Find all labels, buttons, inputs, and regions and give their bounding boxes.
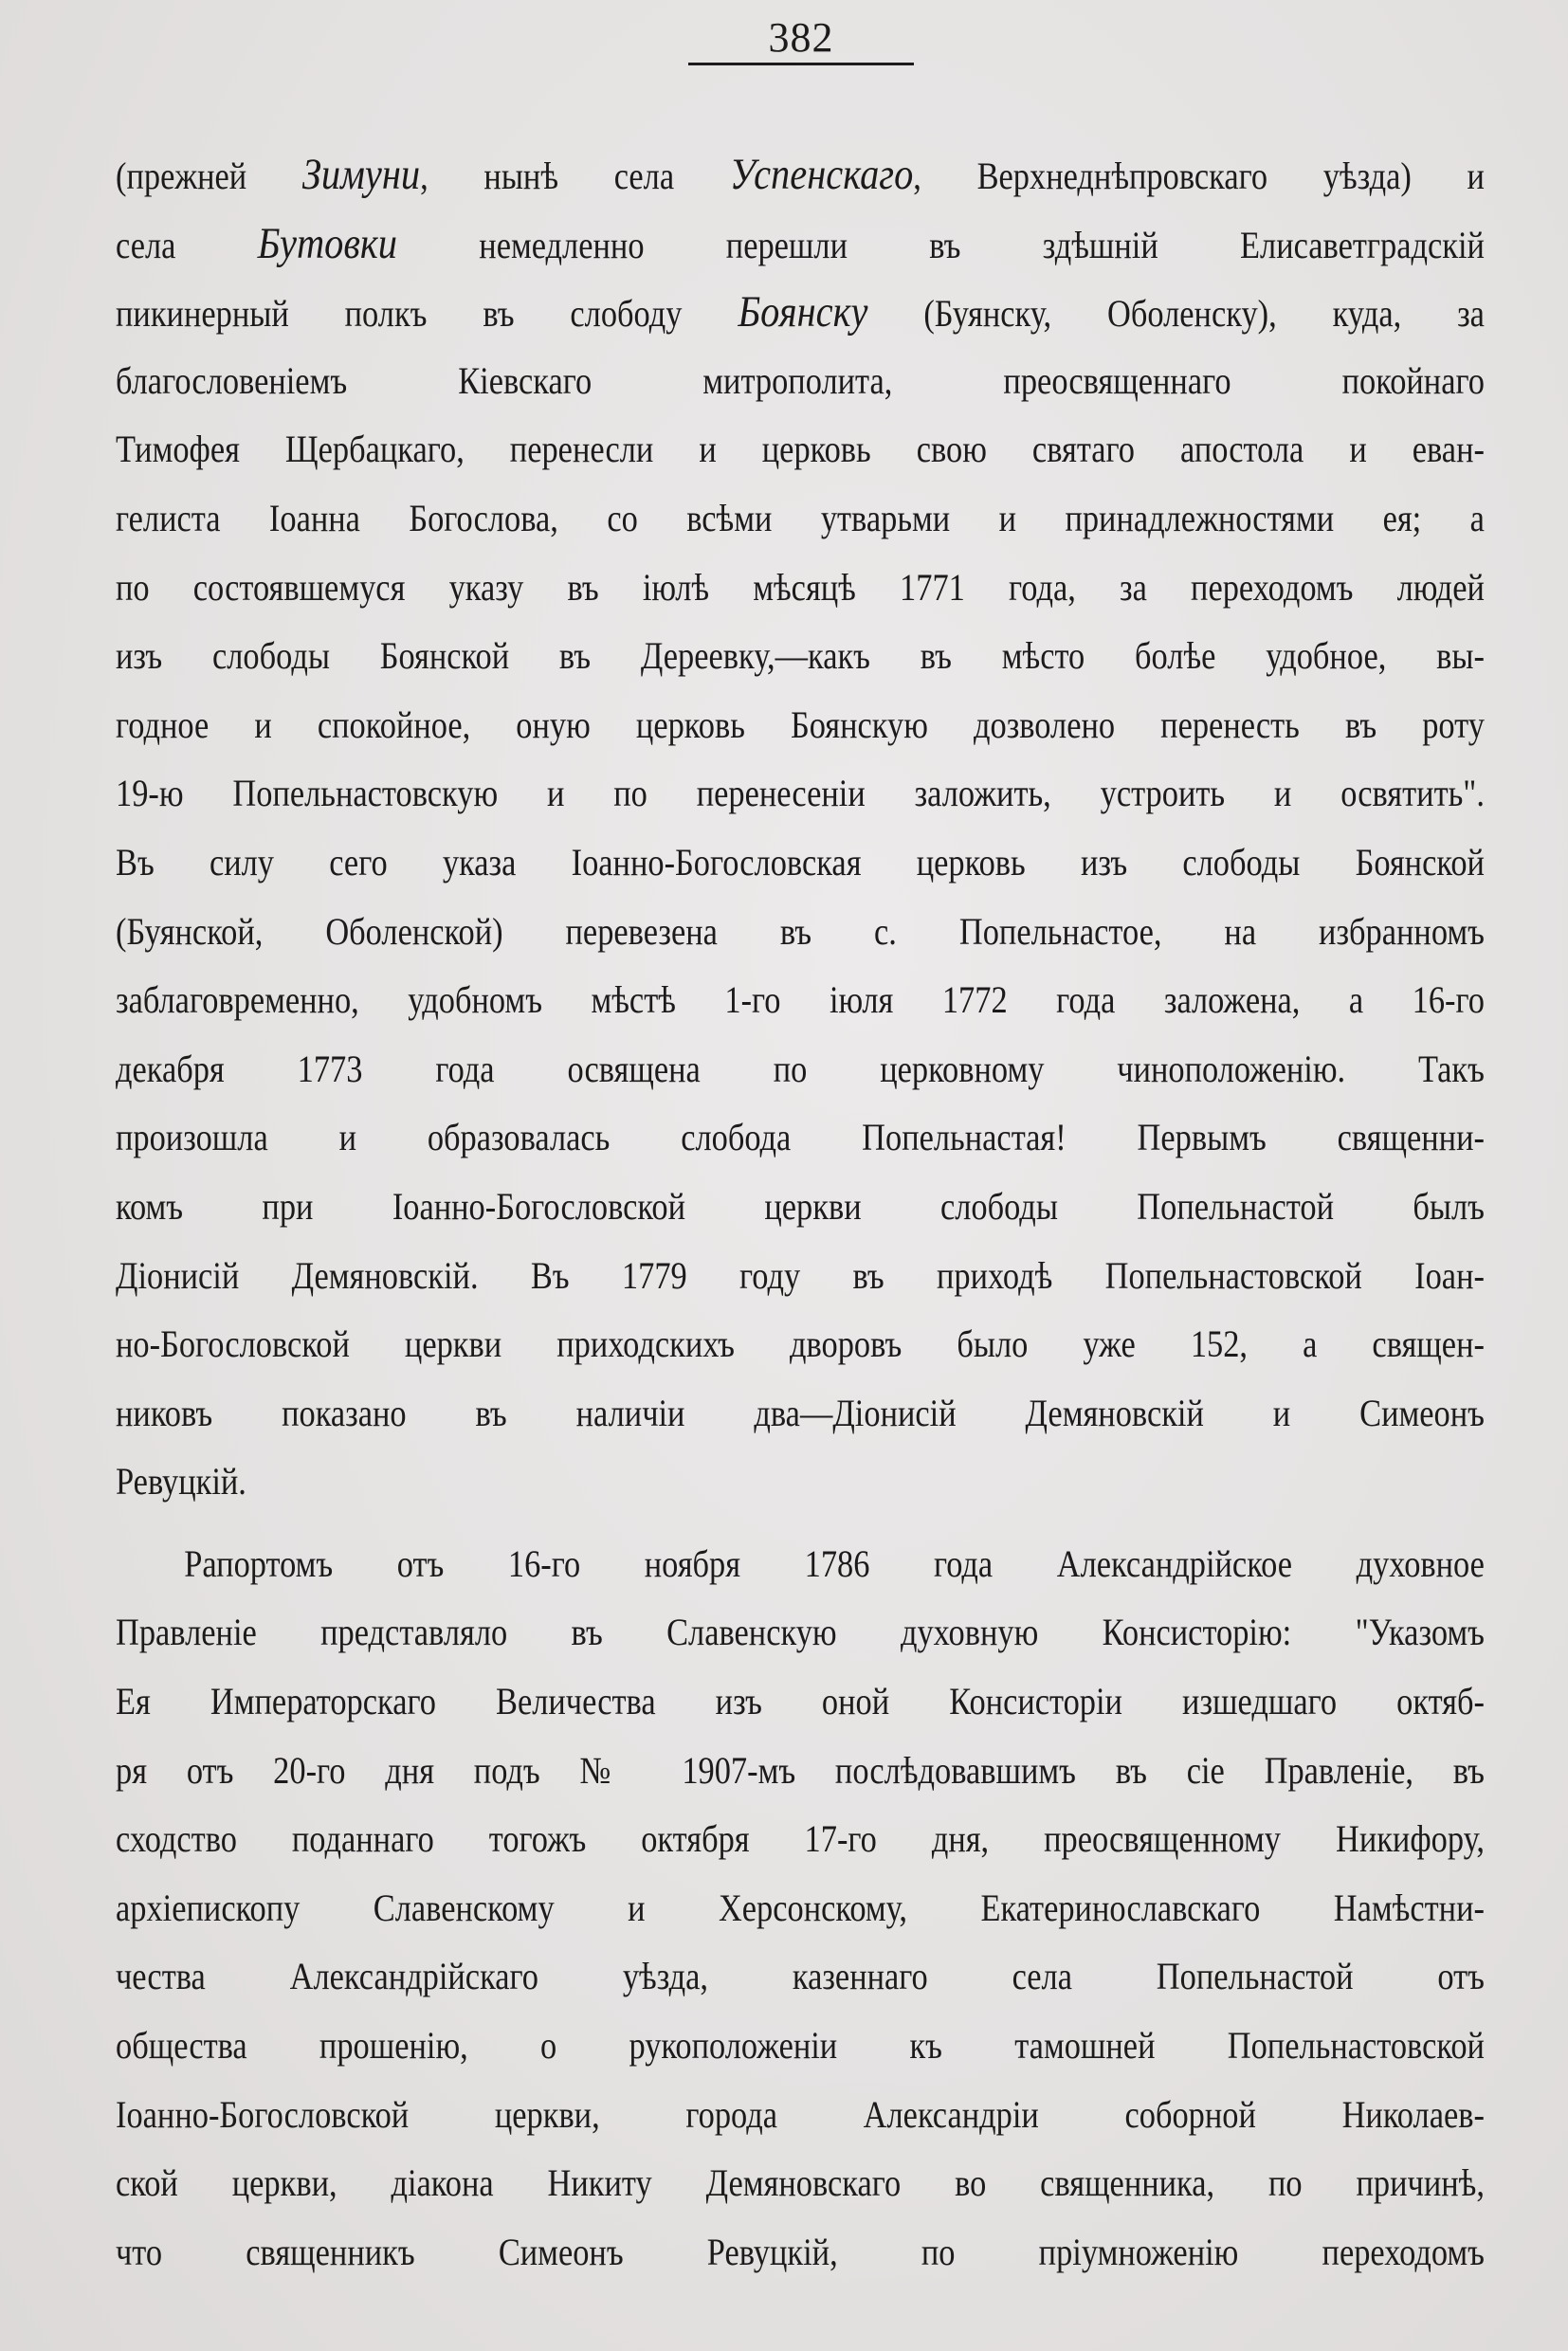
text-line bbox=[116, 355, 1485, 424]
text-segment: по состоявшемуся указу въ іюлѣ мѣсяцѣ 1771 года, за переходомъ людей bbox=[116, 565, 1485, 609]
text-segment: архіепископу Славенскому и Херсонскому, Екатеринославскаго Намѣстни- bbox=[116, 1886, 1485, 1929]
text-line bbox=[116, 699, 1485, 768]
text-segment: Тимофея Щербацкаго, перенесли и церковь свою святаго апостола и еван- bbox=[116, 428, 1485, 471]
text-segment: Въ силу сего указа Іоанно-Богословская церковь изъ слободы Боянской bbox=[116, 840, 1485, 884]
text-segment: годное и спокойное, оную церковь Боянскую дозволено перенесть въ роту bbox=[116, 702, 1485, 746]
text-segment: , нынѣ села bbox=[420, 155, 730, 197]
text-line bbox=[116, 905, 1485, 975]
text-segment: (прежней bbox=[116, 155, 302, 197]
text-line bbox=[116, 974, 1485, 1043]
text-line bbox=[116, 2226, 1485, 2295]
page-number: 382 bbox=[768, 14, 834, 61]
text-segment: благословеніемъ Кіевскаго митрополита, преосвященнаго покойнаго bbox=[116, 358, 1485, 402]
text-line bbox=[116, 1538, 1485, 1607]
text-segment: общества прошенію, о рукоположеніи къ тамошней Попельнастовской bbox=[116, 2024, 1485, 2068]
text-line bbox=[116, 423, 1485, 492]
text-line bbox=[116, 1606, 1485, 1675]
italic-place-name: Бутовки bbox=[257, 218, 398, 268]
text-segment: немедленно перешли въ здѣшній Елисаветградскій bbox=[397, 223, 1485, 266]
text-line bbox=[116, 1249, 1485, 1319]
text-line bbox=[116, 1744, 1485, 1813]
text-segment: Правленіе представляло въ Славенскую духовную Консисторію: "Указомъ bbox=[116, 1611, 1485, 1654]
text-segment: Ея Императорскаго Величества изъ оной Консисторіи изшедшаго октяб- bbox=[116, 1680, 1485, 1723]
italic-place-name: Боянску bbox=[738, 287, 868, 337]
text-line bbox=[116, 1318, 1485, 1387]
text-line bbox=[116, 1111, 1485, 1180]
text-segment: пикинерный полкъ въ слободу bbox=[116, 292, 738, 336]
italic-place-name: Успенскаго bbox=[729, 150, 914, 199]
text-line bbox=[116, 2157, 1485, 2226]
text-segment: гелиста Іоанна Богослова, со всѣми утварьми и принадлежностями ея; а bbox=[116, 496, 1485, 539]
text-segment: (Буянской, Оболенской) перевезена въ с. Попельнастое, на избранномъ bbox=[116, 909, 1485, 953]
text-line bbox=[116, 767, 1485, 836]
text-line bbox=[116, 1950, 1485, 2019]
body-text bbox=[116, 148, 1485, 2294]
text-segment: 19-ю Попельнастовскую и по перенесеніи заложить, устроить и освятить". bbox=[116, 772, 1485, 815]
text-segment: ской церкви, діакона Никиту Демяновскаго во священника, по причинѣ, bbox=[116, 2161, 1485, 2205]
text-segment: комъ при Іоанно-Богословской церкви слободы Попельнастой былъ bbox=[116, 1184, 1485, 1228]
text-line bbox=[116, 217, 1485, 286]
text-segment: , Верхнеднѣпровскаго уѣзда) и bbox=[913, 155, 1485, 197]
text-line bbox=[116, 836, 1485, 905]
text-segment: села bbox=[116, 223, 258, 266]
text-line bbox=[116, 1455, 1485, 1524]
text-segment: Діонисій Демяновскій. Въ 1779 году въ приходѣ Попельнастовской Іоан- bbox=[116, 1253, 1485, 1297]
text-line bbox=[116, 1043, 1485, 1112]
text-segment: никовъ показано въ наличіи два—Діонисій Демяновскій и Симеонъ bbox=[116, 1391, 1485, 1434]
text-line bbox=[116, 2019, 1485, 2088]
text-line bbox=[116, 1882, 1485, 1951]
text-line bbox=[116, 285, 1485, 355]
text-segment: заблаговременно, удобномъ мѣстѣ 1-го іюля 1772 года заложена, а 16-го bbox=[116, 978, 1485, 1022]
text-segment: Ревуцкій. bbox=[116, 1460, 246, 1504]
text-segment: (Буянску, Оболенску), куда, за bbox=[867, 292, 1485, 336]
text-segment: ря отъ 20-го дня подъ № 1907-мъ послѣдовавшимъ въ сіе Правленіе, въ bbox=[116, 1748, 1485, 1792]
text-segment: декабря 1773 года освящена по церковному чиноположенію. Такъ bbox=[116, 1047, 1485, 1090]
text-segment: чества Александрійскаго уѣзда, казеннаго села Попельнастой отъ bbox=[116, 1955, 1485, 1998]
text-line bbox=[116, 2088, 1485, 2158]
text-segment: что священникъ Симеонъ Ревуцкій, по пріумноженію переходомъ bbox=[116, 2230, 1485, 2273]
text-line bbox=[116, 148, 1485, 217]
text-line bbox=[116, 1180, 1485, 1249]
text-segment: но-Богословской церкви приходскихъ дворовъ было уже 152, а священ- bbox=[116, 1322, 1485, 1366]
text-line bbox=[116, 1387, 1485, 1456]
text-segment: произошла и образовалась слобода Попельнастая! Первымъ священни- bbox=[116, 1116, 1485, 1159]
text-segment: Рапортомъ отъ 16-го ноября 1786 года Александрійское духовное bbox=[184, 1541, 1485, 1585]
text-segment: изъ слободы Боянской въ Дереевку,—какъ въ мѣсто болѣе удобное, вы- bbox=[116, 634, 1485, 678]
text-segment: Іоанно-Богословской церкви, города Александріи соборной Николаев- bbox=[116, 2092, 1485, 2136]
header-rule bbox=[688, 63, 914, 65]
text-line bbox=[116, 492, 1485, 561]
text-line bbox=[116, 1813, 1485, 1882]
text-line bbox=[116, 629, 1485, 699]
text-line bbox=[116, 561, 1485, 630]
text-segment: сходство поданнаго тогожъ октября 17-го дня, преосвященному Никифору, bbox=[116, 1817, 1485, 1861]
text-line bbox=[116, 1675, 1485, 1744]
italic-place-name: Зимуни bbox=[301, 150, 421, 199]
